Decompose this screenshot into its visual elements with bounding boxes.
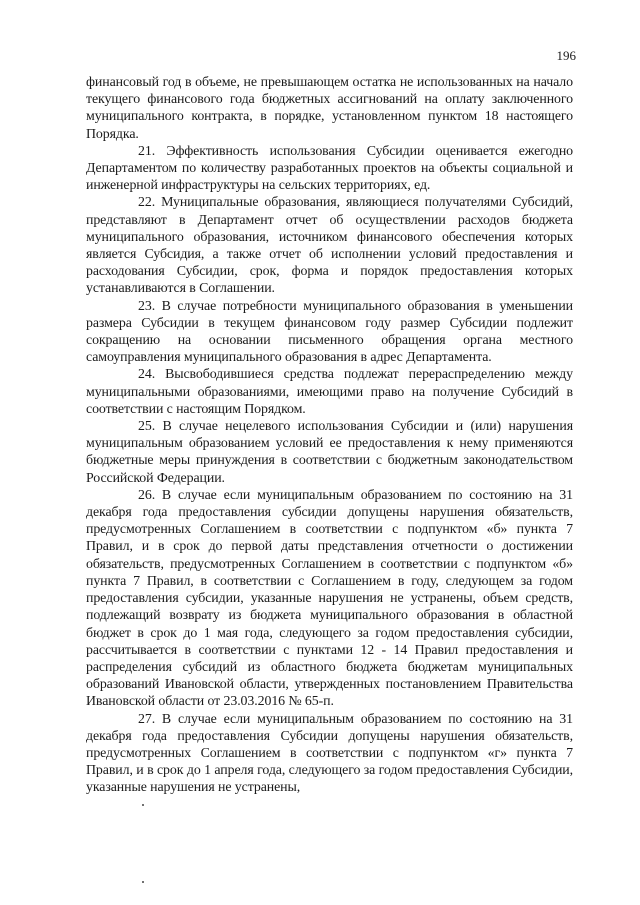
paragraph-26: 26. В случае если муниципальным образованием по состоянию на 31 декабря года предоставления субсидии допущены нарушения обязательств, предусмотренных Соглашением в соответствии с подпунктом «б» пункта 7 Правил, и в срок до первой даты представления отчетности о достижении обязательств, предусмотренных Соглашением в соответствии с подпунктом «б» пункта 7 Правил, в соответствии с Соглашением в году, следующем за годом предоставления субсидии, указанные нарушения не устранены, объем средств, подлежащий возврату из бюджета муниципального образования в областной бюджет в срок до 1 мая года, следующего за годом предоставления субсидии, рассчитывается в соответствии с пунктами 12 - 14 Правил предоставления и распределения субсидий из областного бюджета бюджетам муниципальных образований Ивановской области, утвержденных постановлением Правительства Ивановской области от 23.03.2016 № 65-п. xyxy=(86,487,573,710)
page-number: 196 xyxy=(556,48,576,63)
paragraph-24: 24. Высвободившиеся средства подлежат перераспределению между муниципальными образованиями, имеющими право на получение Субсидий в соответствии с настоящим Порядком. xyxy=(86,367,573,417)
paragraph-continuation: финансовый год в объеме, не превышающем остатка не использованных на начало текущего финансового года бюджетных ассигнований на оплату заключенного муниципального контракта, в порядке, установленном пунктом 18 настоящего Порядка. xyxy=(86,75,573,142)
document-body xyxy=(86,74,573,797)
paragraph-23: 23. В случае потребности муниципального образования в уменьшении размера Субсидии в текущем финансовом году размер Субсидии подлежит сокращению на основании письменного обращения органа местного самоуправления муниципального образования в адрес Департамента. xyxy=(86,298,573,366)
paragraph-22: 22. Муниципальные образования, являющиеся получателями Субсидий, представляют в Департамент отчет об осуществлении расходов бюджета муниципального образования, источником финансового обеспечения которых является Субсидия, а также отчет об исполнении условий предоставления и расходования Субсидии, срок, форма и порядок предоставления которых устанавливаются в Соглашении. xyxy=(86,195,573,297)
paragraph-25: 25. В случае нецелевого использования Субсидии и (или) нарушения муниципальным образованием условий ее предоставления к нему применяются бюджетные меры принуждения в соответствии с бюджетным законодательством Российской Федерации. xyxy=(86,419,573,486)
scan-speck xyxy=(142,881,144,883)
paragraph-21: 21. Эффективность использования Субсидии оценивается ежегодно Департаментом по количеству разработанных проектов на объекты социальной и инженерной инфраструктуры на сельских территориях, ед. xyxy=(86,143,573,194)
paragraph-27: 27. В случае если муниципальным образованием по состоянию на 31 декабря года предоставления Субсидии допущены нарушения обязательств, предусмотренных Соглашением в соответствии с подпунктом «г» пункта 7 Правил, и в срок до 1 апреля года, следующего за годом предоставления Субсидии, указанные нарушения не устранены, xyxy=(86,711,573,796)
scan-speck xyxy=(142,804,144,806)
